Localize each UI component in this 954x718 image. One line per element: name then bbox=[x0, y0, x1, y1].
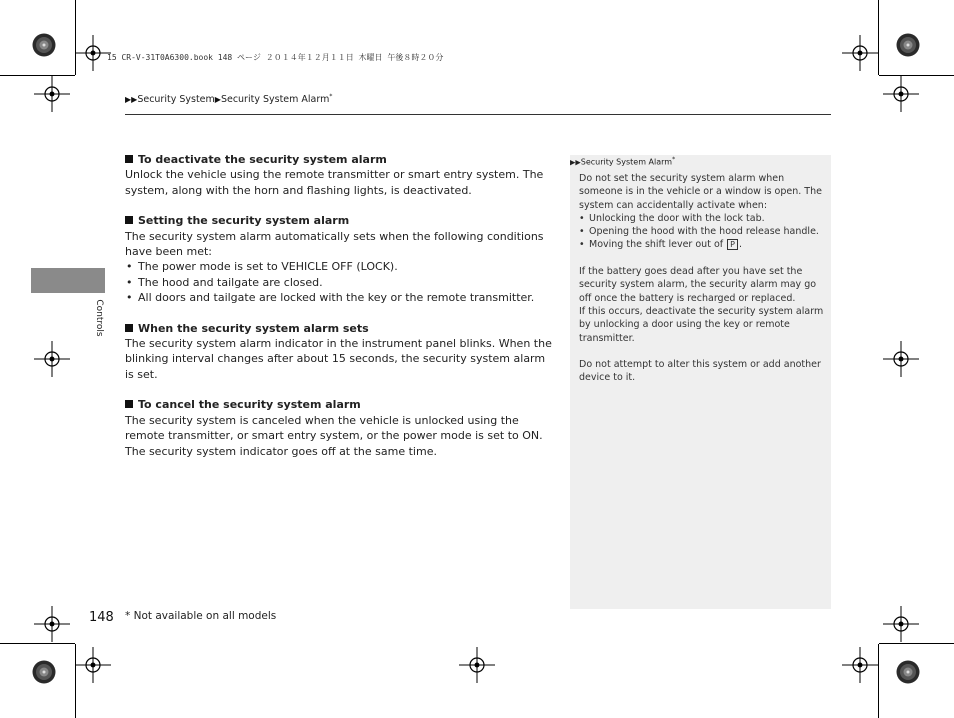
section-heading-text: To deactivate the security system alarm bbox=[138, 153, 387, 166]
section-cancel bbox=[125, 397, 555, 459]
registration-mark-icon bbox=[883, 76, 919, 112]
list-item: • The hood and tailgate are closed. bbox=[125, 275, 555, 290]
color-rosette-icon bbox=[896, 660, 920, 684]
color-rosette-icon bbox=[32, 33, 56, 57]
section-heading bbox=[125, 152, 555, 167]
registration-mark-icon bbox=[34, 606, 70, 642]
footnote: * Not available on all models bbox=[125, 610, 277, 622]
section-paragraph: The security system is canceled when the vehicle is unlocked using the remote transmitter, or smart entry system, or the power mode is set to ON. The security system indicator goes off at the same time. bbox=[125, 413, 543, 458]
alter-note: Do not attempt to alter this system or add another device to it. bbox=[579, 359, 821, 384]
reference-arrow-icon: ▶▶ bbox=[570, 158, 581, 167]
square-bullet-icon bbox=[125, 216, 133, 224]
registration-mark-icon bbox=[459, 647, 495, 683]
sidebar-body bbox=[579, 172, 825, 385]
print-header-meta: 15 CR-V-31T0A6300.book 148 ページ ２０１４年１２月１１日 木曜日 午後８時２０分 bbox=[107, 53, 444, 62]
section-setting bbox=[125, 213, 555, 305]
sidebar-title-asterisk: * bbox=[672, 156, 676, 163]
section-heading-text: Setting the security system alarm bbox=[138, 214, 350, 228]
registration-mark-icon bbox=[842, 35, 878, 71]
list-item-text: Moving the shift lever out of bbox=[589, 239, 724, 251]
square-bullet-icon bbox=[125, 324, 133, 332]
list-item: • Opening the hood with the hood release handle. bbox=[579, 225, 825, 238]
section-deactivate bbox=[125, 152, 555, 198]
breadcrumb-arrow-icon: ▶▶ bbox=[125, 95, 138, 105]
breadcrumb-separator-icon: ▶ bbox=[214, 95, 221, 105]
square-bullet-icon bbox=[125, 155, 133, 163]
section-when-sets bbox=[125, 321, 555, 383]
list-item: • Unlocking the door with the lock tab. bbox=[579, 212, 825, 225]
registration-mark-icon bbox=[34, 341, 70, 377]
section-paragraph: The security system alarm automatically sets when the following conditions have been met: bbox=[125, 229, 544, 259]
crop-mark bbox=[878, 644, 879, 718]
warning-list bbox=[579, 212, 825, 252]
breadcrumb-subsection[interactable]: Security System Alarm bbox=[220, 94, 330, 106]
section-heading-text: When the security system alarm sets bbox=[138, 321, 369, 335]
section-heading bbox=[125, 321, 555, 336]
registration-mark-icon bbox=[75, 35, 111, 71]
registration-mark-icon bbox=[883, 606, 919, 642]
park-symbol-icon: P bbox=[727, 239, 738, 250]
crop-mark bbox=[878, 0, 879, 75]
sidebar-title bbox=[570, 156, 675, 167]
crop-mark bbox=[0, 643, 75, 644]
chapter-tab-label: Controls bbox=[94, 299, 104, 337]
section-heading bbox=[125, 213, 555, 228]
warning-intro: Do not set the security system alarm when someone is in the vehicle or a window is open. The system can accidentally activate when: bbox=[579, 173, 822, 211]
list-item: • The power mode is set to VEHICLE OFF (LOCK). bbox=[125, 259, 555, 274]
main-content bbox=[125, 152, 555, 474]
crop-mark bbox=[879, 643, 954, 644]
section-heading bbox=[125, 397, 555, 412]
breadcrumb-asterisk: * bbox=[329, 93, 333, 100]
breadcrumb-section[interactable]: Security System bbox=[137, 94, 215, 106]
registration-mark-icon bbox=[842, 647, 878, 683]
registration-mark-icon bbox=[75, 647, 111, 683]
registration-mark-icon bbox=[883, 341, 919, 377]
list-item: • All doors and tailgate are locked with the key or the remote transmitter. bbox=[125, 290, 555, 305]
battery-note-2: If this occurs, deactivate the security system alarm by unlocking a door using the key or remote transmitter. bbox=[579, 305, 824, 344]
battery-note: If the battery goes dead after you have set the security system alarm, the security alarm may go off once the battery is recharged or replaced. bbox=[579, 266, 817, 304]
color-rosette-icon bbox=[32, 660, 56, 684]
header-rule bbox=[125, 114, 831, 115]
section-paragraph: Unlock the vehicle using the remote transmitter or smart entry system. The system, along with the horn and flashing lights, is deactivated. bbox=[125, 168, 544, 197]
breadcrumb bbox=[125, 93, 332, 105]
color-rosette-icon bbox=[896, 33, 920, 57]
square-bullet-icon bbox=[125, 400, 133, 408]
section-heading-text: To cancel the security system alarm bbox=[138, 398, 361, 412]
registration-mark-icon bbox=[34, 76, 70, 112]
chapter-tab bbox=[31, 268, 105, 293]
sidebar-title-text[interactable]: Security System Alarm bbox=[580, 157, 673, 167]
list-item-suffix: . bbox=[738, 239, 742, 251]
list-item bbox=[579, 238, 825, 251]
page-number: 148 bbox=[89, 610, 114, 625]
section-paragraph: The security system alarm indicator in the instrument panel blinks. When the blinking interval changes after about 15 seconds, the security system alarm is set. bbox=[125, 337, 552, 381]
condition-list bbox=[125, 259, 555, 305]
